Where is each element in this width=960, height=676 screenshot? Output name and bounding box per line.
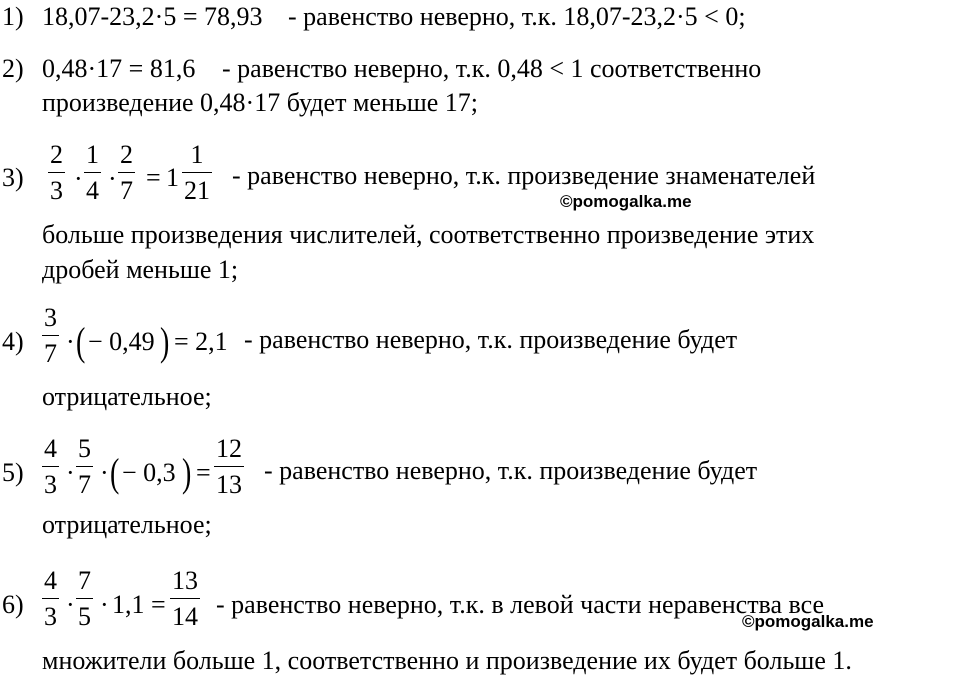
fraction-bar [76,466,93,467]
denominator: 14 [172,602,198,631]
fraction [170,566,200,632]
fraction-bar [182,172,212,173]
multiply-dot: · [108,164,117,193]
numerator: 1 [86,140,99,169]
fraction [214,434,244,500]
denominator: 3 [44,602,57,631]
explanation: - равенство неверно, т.к. произведение будет [244,325,738,354]
explanation-continued: множители больше 1, соответственно и произведение их будет больше 1. [42,646,852,675]
denominator: 13 [216,470,242,499]
numerator: 5 [78,434,91,463]
fraction-bar [42,466,59,467]
multiply-dot: · [100,590,109,619]
numerator: 13 [172,566,198,595]
explanation: - равенство неверно, т.к. произведение будет [264,456,758,485]
fraction [76,434,93,500]
denominator: 3 [44,470,57,499]
denominator: 7 [120,176,133,205]
explanation: - равенство неверно, т.к. произведение знаменателей [232,161,816,190]
multiply-dot: · [66,458,75,487]
left-paren: ( [109,450,120,495]
explanation: - равенство неверно, т.к. 0,48 < 1 соответственно [222,54,762,83]
negative-value: − 0,3 [122,458,176,487]
right-hand-side: = 2,1 [174,327,228,356]
middle-expression: 1,1 = [112,590,166,619]
item-marker: 6) [2,590,24,619]
equation: 0,48·17 = 81,6 [42,54,196,83]
fraction [118,140,135,206]
fraction [76,566,93,632]
explanation-continued: больше произведения числителей, соответственно произведение этих [42,220,815,249]
numerator: 3 [44,303,57,332]
numerator: 4 [44,434,57,463]
numerator: 7 [78,566,91,595]
multiply-dot: · [66,590,75,619]
fraction [182,140,212,206]
fraction [84,140,101,206]
negative-value: − 0,49 [88,327,155,356]
fraction [42,303,59,369]
denominator: 3 [50,176,63,205]
fraction-bar [42,335,59,336]
numerator: 12 [216,434,242,463]
item-marker: 4) [2,327,24,356]
explanation-continued: дробей меньше 1; [42,255,239,284]
explanation-continued: отрицательное; [42,382,212,411]
left-paren: ( [75,319,86,364]
fraction [48,140,65,206]
explanation: - равенство неверно, т.к. в левой части неравенства все [216,590,825,619]
denominator: 5 [78,602,91,631]
multiply-dot: · [74,164,83,193]
numerator: 2 [50,140,63,169]
fraction-bar [84,172,101,173]
numerator: 1 [190,140,204,169]
denominator: 21 [184,176,210,205]
explanation: - равенство неверно, т.к. 18,07-23,2·5 < 0; [288,2,746,31]
multiply-dot: · [100,458,109,487]
numerator: 2 [120,140,133,169]
fraction [42,434,59,500]
item-marker: 1) [2,2,24,31]
equation: 18,07-23,2·5 = 78,93 [42,2,263,31]
item-marker: 2) [2,54,24,83]
item-marker: 5) [2,458,24,487]
denominator: 4 [86,176,99,205]
explanation-continued: произведение 0,48·17 будет меньше 17; [42,88,478,117]
denominator: 7 [78,470,91,499]
equals-sign: = [146,163,161,192]
fraction [42,566,59,632]
multiply-dot: · [66,327,75,356]
watermark: ©pomogalka.me [742,612,874,631]
fraction-bar [214,466,244,467]
numerator: 4 [44,566,57,595]
fraction-bar [76,598,93,599]
explanation-continued: отрицательное; [42,510,212,539]
watermark: ©pomogalka.me [560,192,692,211]
right-paren: ) [181,450,192,495]
right-paren: ) [159,319,170,364]
fraction-bar [118,172,135,173]
whole-part: 1 [166,163,179,192]
denominator: 7 [44,339,57,368]
fraction-bar [48,172,65,173]
equals-sign: = [196,458,211,487]
fraction-bar [42,598,59,599]
fraction-bar [170,598,200,599]
item-marker: 3) [2,163,24,192]
